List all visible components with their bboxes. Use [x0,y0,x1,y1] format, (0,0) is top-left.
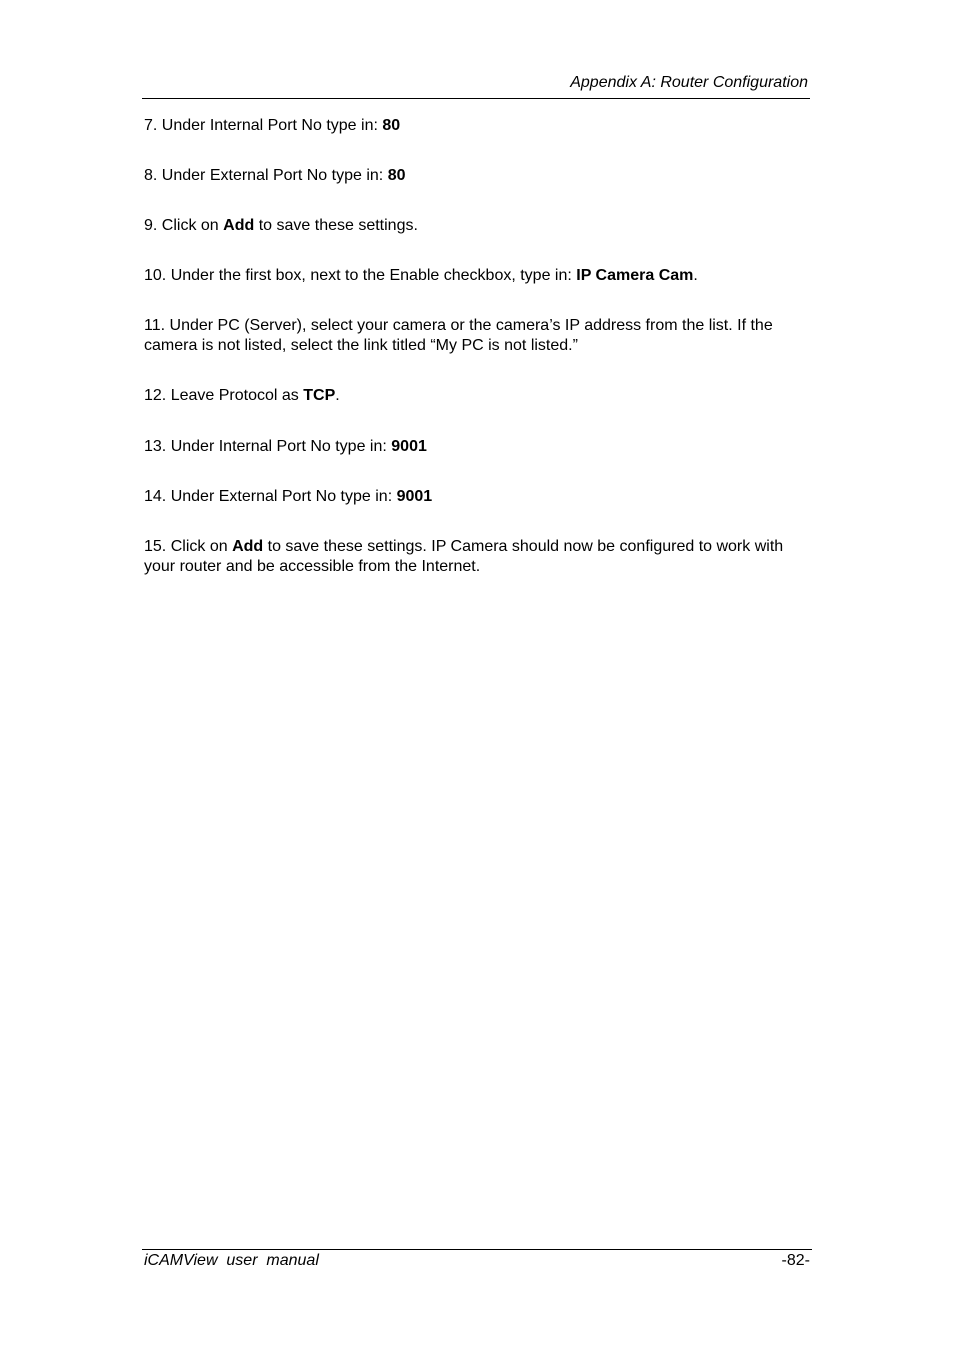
step-text: Click on [161,217,224,234]
step-12 [144,386,816,406]
step-number: 14. [144,488,167,505]
step-text: Under PC (Server), select your camera or the camera’s IP address from the list. If the camera is not listed, select the link titled “My PC is not listed.” [144,317,773,354]
step-value: Add [223,217,255,234]
step-value: 9001 [391,438,427,455]
step-14 [144,487,816,507]
step-number: 15. [144,538,167,555]
footer-manual-name: iCAMView user manual [144,1252,319,1269]
step-8 [144,166,816,186]
step-10 [144,266,816,286]
page-number: -82- [781,1252,810,1269]
step-number: 8. [144,167,158,184]
footer-divider [142,1249,812,1250]
step-text: Click on [170,538,233,555]
step-value: 9001 [396,488,433,505]
step-number: 9. [144,217,158,234]
step-text: Under Internal Port No type in: [170,438,392,455]
step-13 [144,437,816,457]
step-number: 12. [144,387,167,404]
step-value: 80 [387,167,406,184]
step-value: TCP [303,387,336,404]
step-text: Under External Port No type in: [170,488,397,505]
step-text: Under the first box, next to the Enable checkbox, type in: [170,267,577,284]
step-text: Under Internal Port No type in: [161,117,383,134]
step-11 [144,316,816,356]
step-number: 7. [144,117,158,134]
running-header: Appendix A: Router Configuration [570,74,808,91]
step-7 [144,116,816,136]
step-text: Under External Port No type in: [161,167,388,184]
step-number: 10. [144,267,167,284]
step-text-end: to save these settings. [254,217,418,234]
step-number: 13. [144,438,167,455]
step-text: Leave Protocol as [170,387,304,404]
step-number: 11. [144,317,166,334]
step-text-end: . [335,387,340,404]
step-value: IP Camera Cam [576,267,694,284]
step-text-end: to save these settings. IP Camera should now be configured to work with your router and be accessible from the Internet. [144,538,784,575]
step-15 [144,537,816,577]
step-value: Add [232,538,264,555]
step-value: 80 [382,117,401,134]
step-9 [144,216,816,236]
header-divider [142,98,810,99]
step-text-end: . [693,267,698,284]
